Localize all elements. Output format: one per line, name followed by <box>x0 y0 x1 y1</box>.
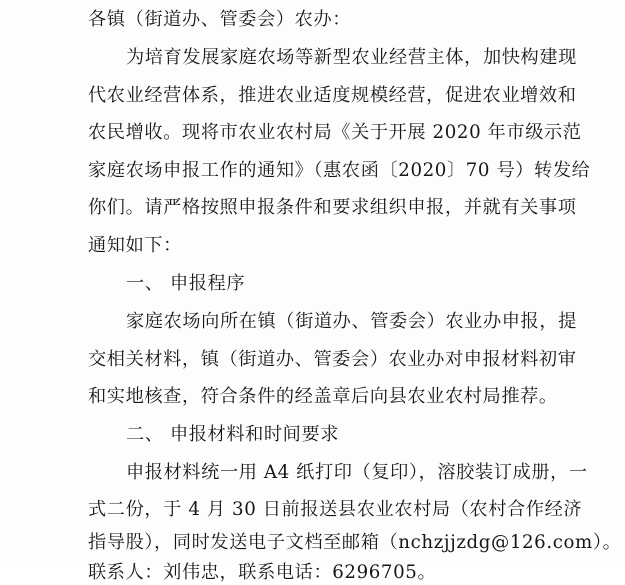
paragraph-line: 家庭农场向所在镇（街道办、管委会）农业办申报，提 <box>126 311 577 332</box>
paragraph-line: 你们。请严格按照申报条件和要求组织申报，并就有关事项 <box>88 197 577 218</box>
paragraph-line: 申报材料统一用 A4 纸打印（复印），溶胶装订成册，一 <box>126 462 588 483</box>
paragraph-line: 家庭农场申报工作的通知》（惠农函〔2020〕70 号）转发给 <box>88 160 591 181</box>
salutation-line: 各镇（街道办、管委会）农办： <box>88 9 352 30</box>
paragraph-line: 指导股），同时发送电子文档至邮箱（nchzjjzdg@126.com）。 <box>88 532 622 553</box>
paragraph-line: 通知如下： <box>88 235 182 256</box>
paragraph-line: 农民增收。现将市农业农村局《关于开展 2020 年市级示范 <box>88 122 582 143</box>
section-heading-1: 一、 申报程序 <box>126 273 246 294</box>
paragraph-line: 为培育发展家庭农场等新型农业经营主体，加快构建现 <box>126 47 577 68</box>
contact-line: 联系人：刘伟忠，联系电话：6296705。 <box>88 562 437 583</box>
paragraph-line: 交相关材料，镇（街道办、管委会）农业办对申报材料初审 <box>88 349 577 370</box>
paragraph-line: 式二份，于 4 月 30 日前报送县农业农村局（农村合作经济 <box>88 499 583 520</box>
section-heading-2: 二、 申报材料和时间要求 <box>126 424 340 445</box>
paragraph-line: 代农业经营体系，推进农业适度规模经营，促进农业增效和 <box>88 85 577 106</box>
paragraph-line: 和实地核查，符合条件的经盖章后向县农业农村局推荐。 <box>88 386 558 407</box>
